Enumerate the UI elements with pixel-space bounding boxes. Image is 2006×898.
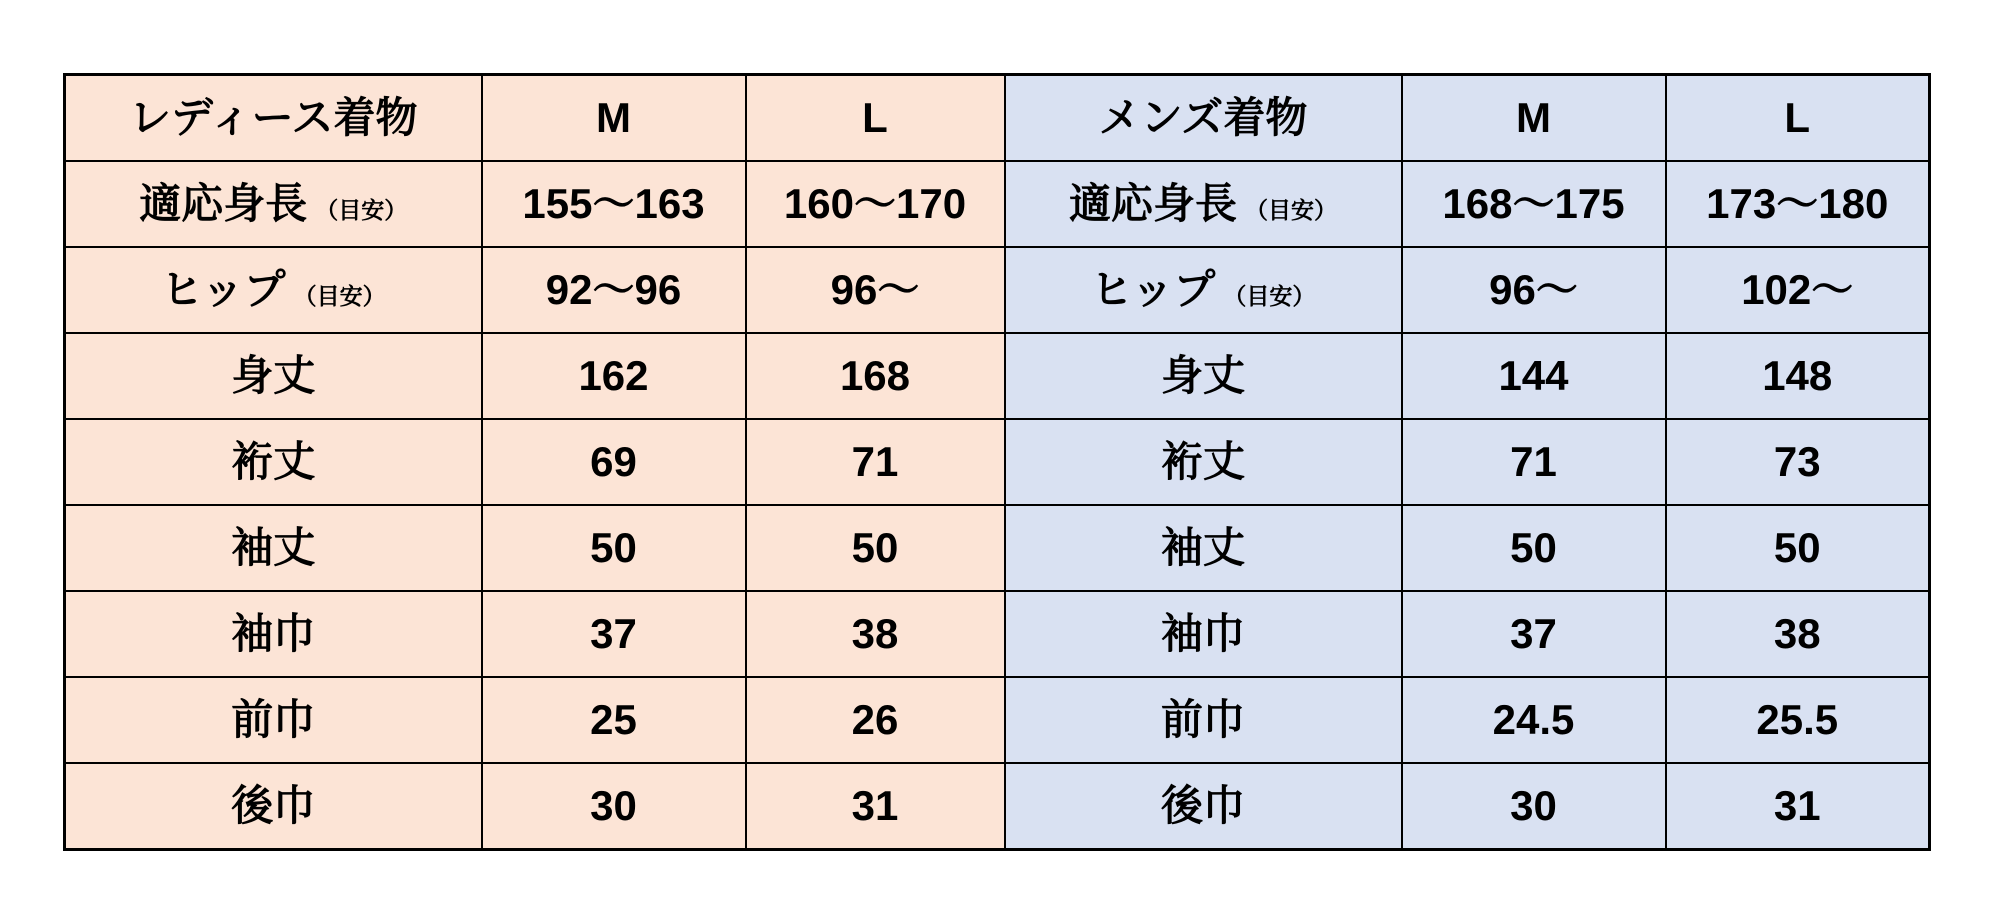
row-label-text: 袖丈 — [1160, 524, 1245, 571]
ladies-m-value: 162 — [482, 333, 746, 419]
table-row-mitake — [65, 333, 1930, 419]
row-label-text: 身丈 — [1160, 352, 1245, 399]
ladies-row-label — [65, 247, 482, 333]
row-label-text: 後巾 — [1160, 782, 1245, 829]
ladies-row-label — [65, 591, 482, 677]
table-row-sodetake — [65, 505, 1930, 591]
mens-l-value: 25.5 — [1666, 677, 1930, 763]
row-label-text: ヒップ — [1090, 266, 1216, 313]
mens-l-value: 173～180 — [1666, 161, 1930, 247]
ladies-l-value: 160～170 — [746, 161, 1005, 247]
ladies-m-value: 25 — [482, 677, 746, 763]
row-label-text: ヒップ — [160, 266, 286, 313]
mens-m-value: 168～175 — [1402, 161, 1666, 247]
ladies-col-header-l: L — [746, 75, 1005, 162]
mens-l-value: 73 — [1666, 419, 1930, 505]
row-label-text: 前巾 — [1160, 696, 1245, 743]
ladies-l-value: 26 — [746, 677, 1005, 763]
row-label-note: （目安） — [1223, 283, 1316, 309]
mens-m-value: 50 — [1402, 505, 1666, 591]
mens-m-value: 96～ — [1402, 247, 1666, 333]
row-label-text: 適応身長 — [139, 180, 308, 227]
mens-section-header: メンズ着物 — [1005, 75, 1402, 162]
row-label-text: 袖巾 — [231, 610, 316, 657]
mens-row-label — [1005, 419, 1402, 505]
table-row-sodehaba — [65, 591, 1930, 677]
kimono-size-table — [63, 73, 1931, 851]
ladies-l-value: 50 — [746, 505, 1005, 591]
mens-m-value: 37 — [1402, 591, 1666, 677]
ladies-col-header-m: M — [482, 75, 746, 162]
mens-l-value: 31 — [1666, 763, 1930, 850]
mens-m-value: 24.5 — [1402, 677, 1666, 763]
ladies-section-header: レディース着物 — [65, 75, 482, 162]
row-label-text: 袖丈 — [231, 524, 316, 571]
ladies-m-value: 69 — [482, 419, 746, 505]
row-label-text: 後巾 — [231, 782, 316, 829]
ladies-m-value: 155～163 — [482, 161, 746, 247]
row-label-note: （目安） — [1245, 197, 1337, 223]
ladies-row-label — [65, 419, 482, 505]
ladies-l-value: 31 — [746, 763, 1005, 850]
ladies-l-value: 96～ — [746, 247, 1005, 333]
ladies-row-label — [65, 161, 482, 247]
ladies-m-value: 37 — [482, 591, 746, 677]
mens-m-value: 71 — [1402, 419, 1666, 505]
row-label-text: 身丈 — [231, 352, 316, 399]
mens-row-label — [1005, 505, 1402, 591]
mens-l-value: 38 — [1666, 591, 1930, 677]
ladies-row-label — [65, 677, 482, 763]
ladies-m-value: 92～96 — [482, 247, 746, 333]
mens-row-label — [1005, 763, 1402, 850]
table-row-hip — [65, 247, 1930, 333]
mens-row-label — [1005, 333, 1402, 419]
mens-col-header-l: L — [1666, 75, 1930, 162]
table-row-yukitake — [65, 419, 1930, 505]
row-label-text: 前巾 — [231, 696, 316, 743]
mens-l-value: 50 — [1666, 505, 1930, 591]
row-label-text: 裄丈 — [231, 438, 316, 485]
ladies-m-value: 50 — [482, 505, 746, 591]
mens-row-label — [1005, 247, 1402, 333]
mens-col-header-m: M — [1402, 75, 1666, 162]
mens-l-value: 102～ — [1666, 247, 1930, 333]
table-row-maehaba — [65, 677, 1930, 763]
ladies-row-label — [65, 333, 482, 419]
header-row — [65, 75, 1930, 162]
mens-row-label — [1005, 591, 1402, 677]
mens-l-value: 148 — [1666, 333, 1930, 419]
table-row-ushirohaba — [65, 763, 1930, 850]
mens-row-label — [1005, 677, 1402, 763]
ladies-l-value: 38 — [746, 591, 1005, 677]
row-label-text: 適応身長 — [1068, 180, 1237, 227]
mens-row-label — [1005, 161, 1402, 247]
ladies-row-label — [65, 505, 482, 591]
ladies-m-value: 30 — [482, 763, 746, 850]
ladies-row-label — [65, 763, 482, 850]
mens-m-value: 30 — [1402, 763, 1666, 850]
ladies-l-value: 168 — [746, 333, 1005, 419]
mens-m-value: 144 — [1402, 333, 1666, 419]
row-label-note: （目安） — [293, 283, 386, 309]
row-label-text: 裄丈 — [1160, 438, 1245, 485]
row-label-text: 袖巾 — [1160, 610, 1245, 657]
ladies-l-value: 71 — [746, 419, 1005, 505]
table-row-height — [65, 161, 1930, 247]
row-label-note: （目安） — [315, 197, 408, 223]
